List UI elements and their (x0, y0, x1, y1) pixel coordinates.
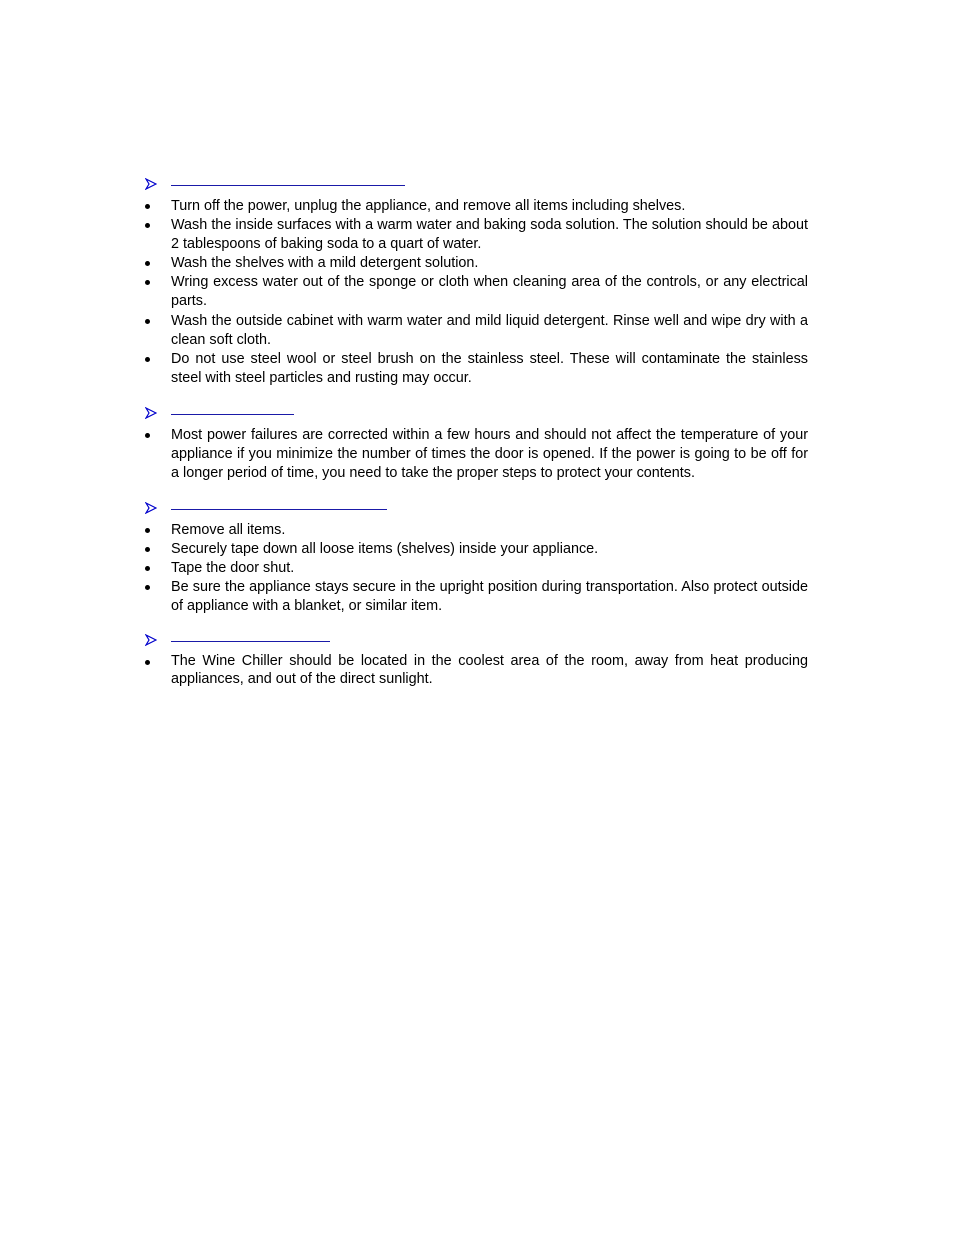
section-moving (143, 502, 808, 616)
bullet-dot (145, 528, 150, 533)
section-power-failure (143, 407, 808, 483)
list-item-text: Wring excess water out of the sponge or cloth when cleaning area of the controls, or any electrical parts. (171, 274, 808, 310)
list-item (143, 653, 808, 688)
bullet-dot (145, 280, 150, 285)
bullet-dot (145, 547, 150, 552)
list-item-text: Do not use steel wool or steel brush on the stainless steel. These will contaminate the stainless steel with steel particles and rusting may occur. (171, 350, 808, 386)
bullet-dot (145, 433, 150, 438)
list-item-text: Most power failures are corrected within a few hours and should not affect the temperature of your appliance if you minimize the number of times the door is opened. If the power is going to be off for a longer period of time, you need to take the proper steps to protect your contents. (171, 427, 808, 482)
bullet-dot (145, 204, 150, 209)
list-item (143, 559, 808, 578)
list-item (143, 216, 808, 254)
list-item-text: Turn off the power, unplug the appliance, and remove all items including shelves. (171, 198, 686, 214)
list-item-text: Securely tape down all loose items (shelves) inside your appliance. (171, 541, 599, 558)
bullet-list (143, 426, 808, 483)
section-heading (143, 407, 808, 426)
arrow-bullet-icon (145, 178, 157, 190)
bullet-dot (145, 319, 150, 324)
list-item-text: Wash the outside cabinet with warm water and mild liquid detergent. Rinse well and wipe dry with a clean soft cloth. (171, 312, 808, 348)
list-item (143, 540, 808, 559)
bullet-list (143, 197, 808, 388)
bullet-dot (145, 223, 150, 228)
list-item (143, 254, 808, 273)
section-heading (143, 178, 808, 197)
list-item-text: Tape the door shut. (171, 560, 295, 577)
list-item (143, 273, 808, 311)
section-heading (143, 502, 808, 521)
list-item-text: Remove all items. (171, 522, 286, 538)
heading-underline (171, 185, 405, 186)
bullet-list (143, 521, 808, 616)
list-item (143, 197, 808, 216)
heading-underline (171, 641, 330, 642)
list-item (143, 312, 808, 350)
arrow-bullet-icon (145, 502, 157, 514)
section-heading (143, 634, 808, 653)
list-item-text: Wash the shelves with a mild detergent solution. (171, 255, 479, 272)
bullet-dot (145, 660, 150, 665)
bullet-list (143, 653, 808, 688)
list-item-text: Be sure the appliance stays secure in the upright position during transportation. Also protect outside of appliance with a blanket, or similar item. (171, 579, 808, 615)
arrow-bullet-icon (145, 634, 157, 646)
arrow-bullet-icon (145, 407, 157, 419)
bullet-dot (145, 585, 150, 590)
bullet-dot (145, 566, 150, 571)
section-cleaning (143, 178, 808, 388)
heading-underline (171, 509, 387, 510)
list-item-text: The Wine Chiller should be located in the coolest area of the room, away from heat producing appliances, and out of the direct sunlight. (171, 653, 808, 687)
list-item (143, 521, 808, 540)
heading-underline (171, 414, 294, 415)
list-item (143, 578, 808, 616)
list-item (143, 350, 808, 388)
list-item-text: Wash the inside surfaces with a warm water and baking soda solution. The solution should be about 2 tablespoons of baking soda to a quart of water. (171, 217, 808, 253)
bullet-dot (145, 357, 150, 362)
section-location (143, 634, 808, 688)
list-item (143, 426, 808, 483)
bullet-dot (145, 261, 150, 266)
